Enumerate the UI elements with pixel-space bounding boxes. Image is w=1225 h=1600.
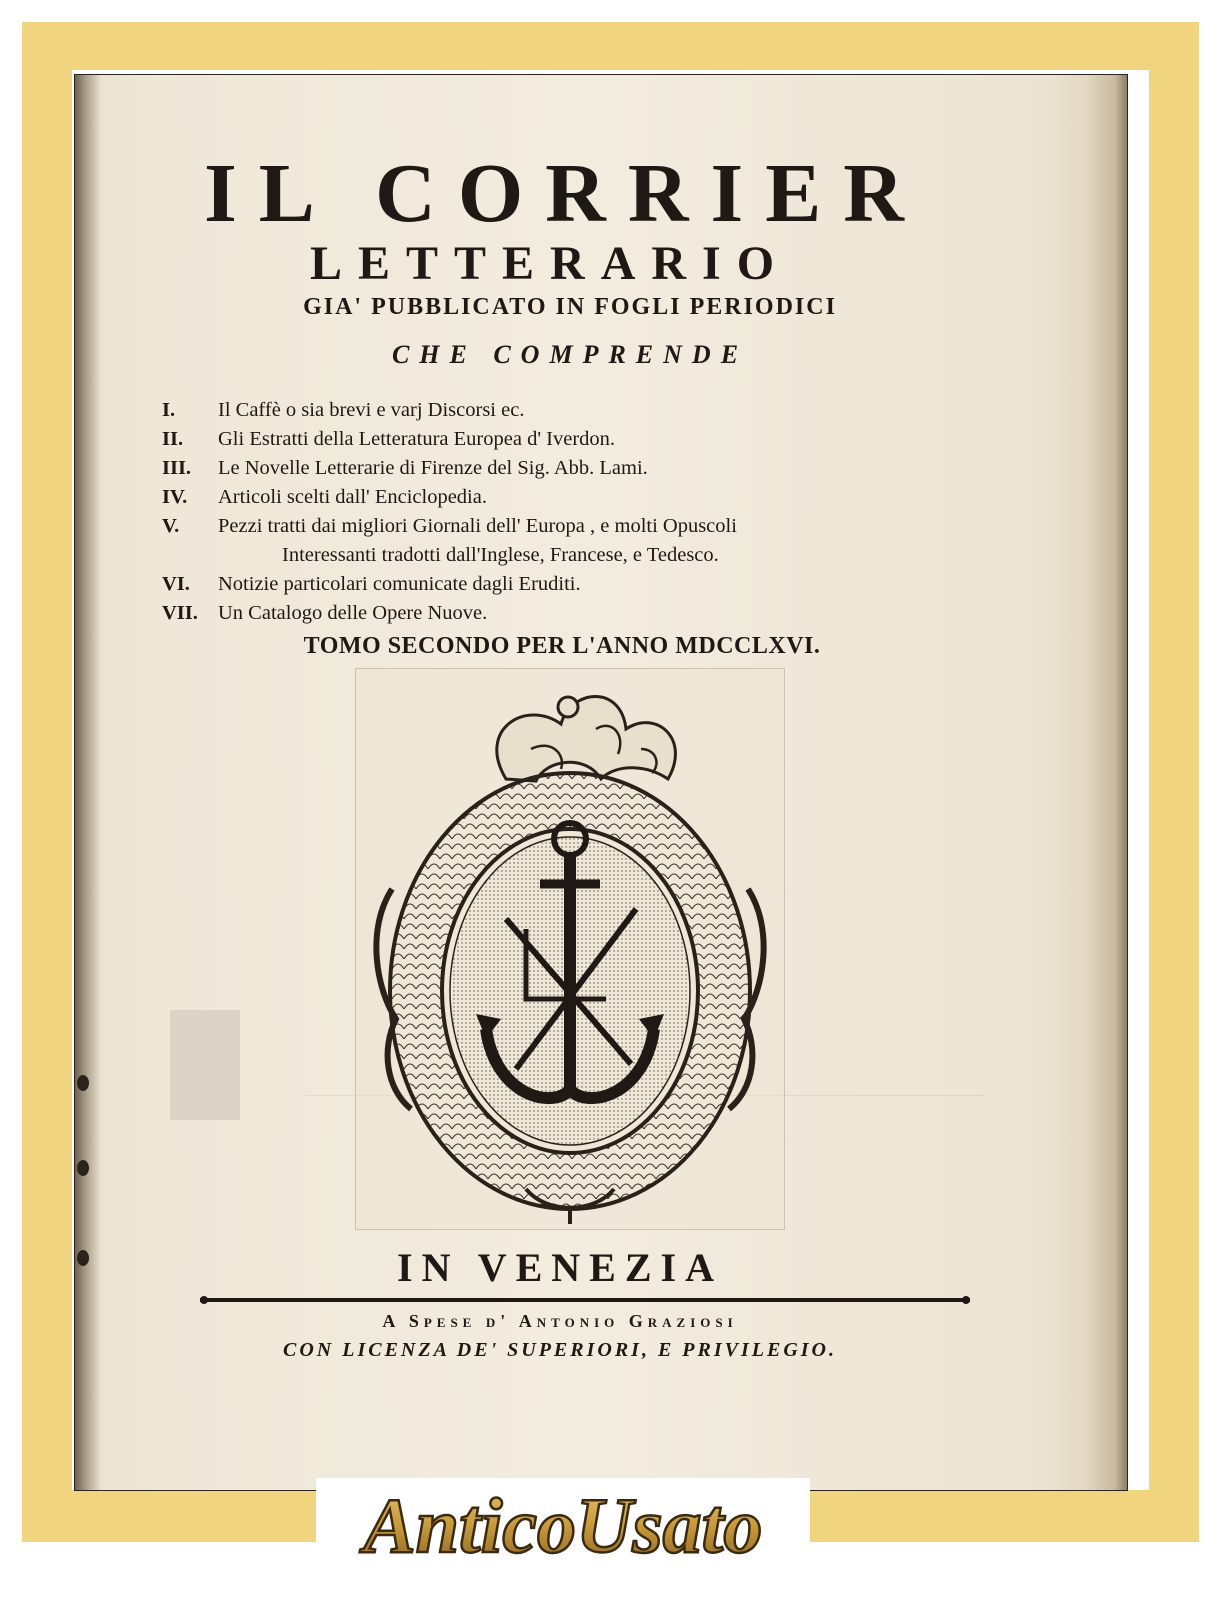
spine-edge	[75, 75, 101, 1490]
list-item	[162, 570, 982, 599]
list-item-continuation	[162, 541, 982, 570]
seller-watermark-logo	[316, 1478, 810, 1574]
subtitle: GIA' PUBBLICATO IN FOGLI PERIODICI	[303, 294, 837, 320]
watermark-text: AnticoUsato	[363, 1482, 763, 1569]
item-number: I.	[162, 399, 176, 421]
item-text: Un Catalogo delle Opere Nuove.	[218, 602, 488, 624]
engraving-image	[356, 669, 784, 1229]
item-text: Pezzi tratti dai migliori Giornali dell' Europa , e molti Opuscoli	[218, 515, 737, 537]
city-line: IN VENEZIA	[397, 1245, 723, 1290]
show-through-initial	[170, 1010, 240, 1120]
list-item	[162, 512, 982, 541]
printer-device-engraving	[355, 668, 785, 1230]
list-item	[162, 396, 982, 425]
item-text: Gli Estratti della Letteratura Europea d' Iverdon.	[218, 428, 616, 450]
page-edge	[1087, 75, 1127, 1490]
list-item	[162, 425, 982, 454]
list-item	[162, 454, 982, 483]
binding-hole	[77, 1250, 89, 1266]
subtitle-2: CHE COMPRENDE	[391, 340, 749, 369]
item-text: Interessanti tradotti dall'Inglese, Francese, e Tedesco.	[282, 544, 719, 566]
item-text: Le Novelle Letterarie di Firenze del Sig. Abb. Lami.	[218, 457, 648, 479]
title-line-1: IL CORRIER	[204, 147, 926, 240]
item-number: V.	[162, 515, 180, 537]
item-number: III.	[162, 457, 192, 479]
item-text: Notizie particolari comunicate dagli Eruditi.	[218, 573, 581, 595]
binding-hole	[77, 1160, 89, 1176]
item-text: Articoli scelti dall' Enciclopedia.	[218, 486, 487, 508]
list-item	[162, 599, 982, 628]
binding-hole	[77, 1075, 89, 1091]
item-text: Il Caffè o sia brevi e varj Discorsi ec.	[218, 399, 525, 421]
title-line-2: LETTERARIO	[309, 237, 791, 290]
imprint-rule	[200, 1294, 970, 1306]
volume-line: TOMO SECONDO PER L'ANNO MDCCLXVI.	[303, 633, 821, 659]
imprint-license: CON LICENZA DE' SUPERIORI, E PRIVILEGIO.	[283, 1339, 837, 1361]
item-number: VI.	[162, 573, 190, 595]
item-number: VII.	[162, 602, 198, 624]
item-number: II.	[162, 428, 184, 450]
contents-list	[162, 396, 982, 628]
watermark-logo-image	[316, 1478, 810, 1574]
list-item	[162, 483, 982, 512]
item-number: IV.	[162, 486, 188, 508]
imprint-publisher: A Spese d' Antonio Graziosi	[382, 1311, 738, 1331]
